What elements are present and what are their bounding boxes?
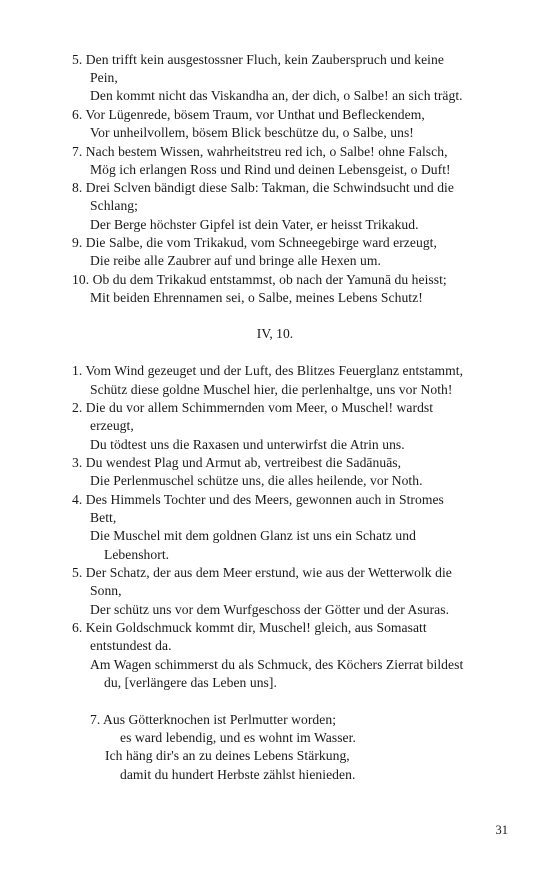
verse-line: 9. Die Salbe, die vom Trikakud, vom Schneegebirge ward erzeugt,	[72, 235, 437, 250]
verse-line: Vor unheilvollem, bösem Blick beschütze du, o Salbe, uns!	[90, 125, 414, 140]
verse-line: 7. Nach bestem Wissen, wahrheitstreu red ich, o Salbe! ohne Falsch,	[72, 144, 448, 159]
verse-line: 8. Drei Sclven bändigt diese Salb: Takman, die Schwindsucht und die	[72, 180, 454, 195]
verse-line: Ich häng dir's an zu deines Lebens Stärkung,	[105, 748, 350, 763]
verse-line: damit du hundert Herbste zählst hienieden.	[120, 767, 356, 782]
verse-line: Die Muschel mit dem goldnen Glanz ist uns ein Schatz und	[90, 528, 416, 543]
verse-line: 6. Vor Lügenrede, bösem Traum, vor Unthat und Befleckendem,	[72, 107, 425, 122]
verse-line: Den kommt nicht das Viskandha an, der dich, o Salbe! an sich trägt.	[90, 88, 463, 103]
hymn-heading: IV, 10.	[256, 326, 294, 341]
verse-line: Die Perlenmuschel schütze uns, die alles heilende, vor Noth.	[90, 473, 423, 488]
verse-line: entstundest da.	[90, 638, 172, 653]
verse-line: Mit beiden Ehrennamen sei, o Salbe, meines Lebens Schutz!	[90, 290, 423, 305]
verse-line: Schütz diese goldne Muschel hier, die perlenhaltge, uns vor Noth!	[90, 382, 453, 397]
verse-line: Der schütz uns vor dem Wurfgeschoss der Götter und der Asuras.	[90, 602, 450, 617]
verse-line: Die reibe alle Zaubrer auf und bringe alle Hexen um.	[90, 253, 381, 268]
verse-line: 10. Ob du dem Trikakud entstammst, ob nach der Yamunā du heisst;	[72, 272, 447, 287]
verse-line: 7. Aus Götterknochen ist Perlmutter worden;	[90, 712, 337, 727]
verse-line: 3. Du wendest Plag und Armut ab, vertreibest die Sadānuās,	[72, 455, 402, 470]
verse-line: 4. Des Himmels Tochter und des Meers, gewonnen auch in Stromes	[72, 492, 444, 507]
page-number: 31	[495, 823, 508, 837]
verse-line: Sonn,	[90, 583, 122, 598]
verse-line: Bett,	[90, 510, 117, 525]
verse-line: Mög ich erlangen Ross und Rind und deinen Lebensgeist, o Duft!	[90, 162, 451, 177]
verse-line: es ward lebendig, und es wohnt im Wasser.	[120, 730, 356, 745]
verse-line: 1. Vom Wind gezeuget und der Luft, des Blitzes Feuerglanz entstammt,	[72, 363, 464, 378]
verse-line: 2. Die du vor allem Schimmernden vom Meer, o Muschel! wardst	[72, 400, 434, 415]
verse-line: erzeugt,	[90, 418, 134, 433]
verse-line: Schlang;	[90, 198, 138, 213]
verse-line: Am Wagen schimmerst du als Schmuck, des Köchers Zierrat bildest	[90, 657, 464, 672]
verse-line: Du tödtest uns die Raxasen und unterwirfst die Atrin uns.	[90, 437, 405, 452]
verse-line: Pein,	[90, 70, 118, 85]
verse-line: Der Berge höchster Gipfel ist dein Vater, er heisst Trikakud.	[90, 217, 419, 232]
verse-line: 6. Kein Goldschmuck kommt dir, Muschel! gleich, aus Somasatt	[72, 620, 427, 635]
verse-line: Lebenshort.	[104, 547, 170, 562]
verse-line: 5. Den trifft kein ausgestossner Fluch, kein Zauberspruch und keine	[72, 52, 444, 67]
verse-line: du, [verlängere das Leben uns].	[104, 675, 277, 690]
verse-line: 5. Der Schatz, der aus dem Meer erstund, wie aus der Wetterwolk die	[72, 565, 452, 580]
